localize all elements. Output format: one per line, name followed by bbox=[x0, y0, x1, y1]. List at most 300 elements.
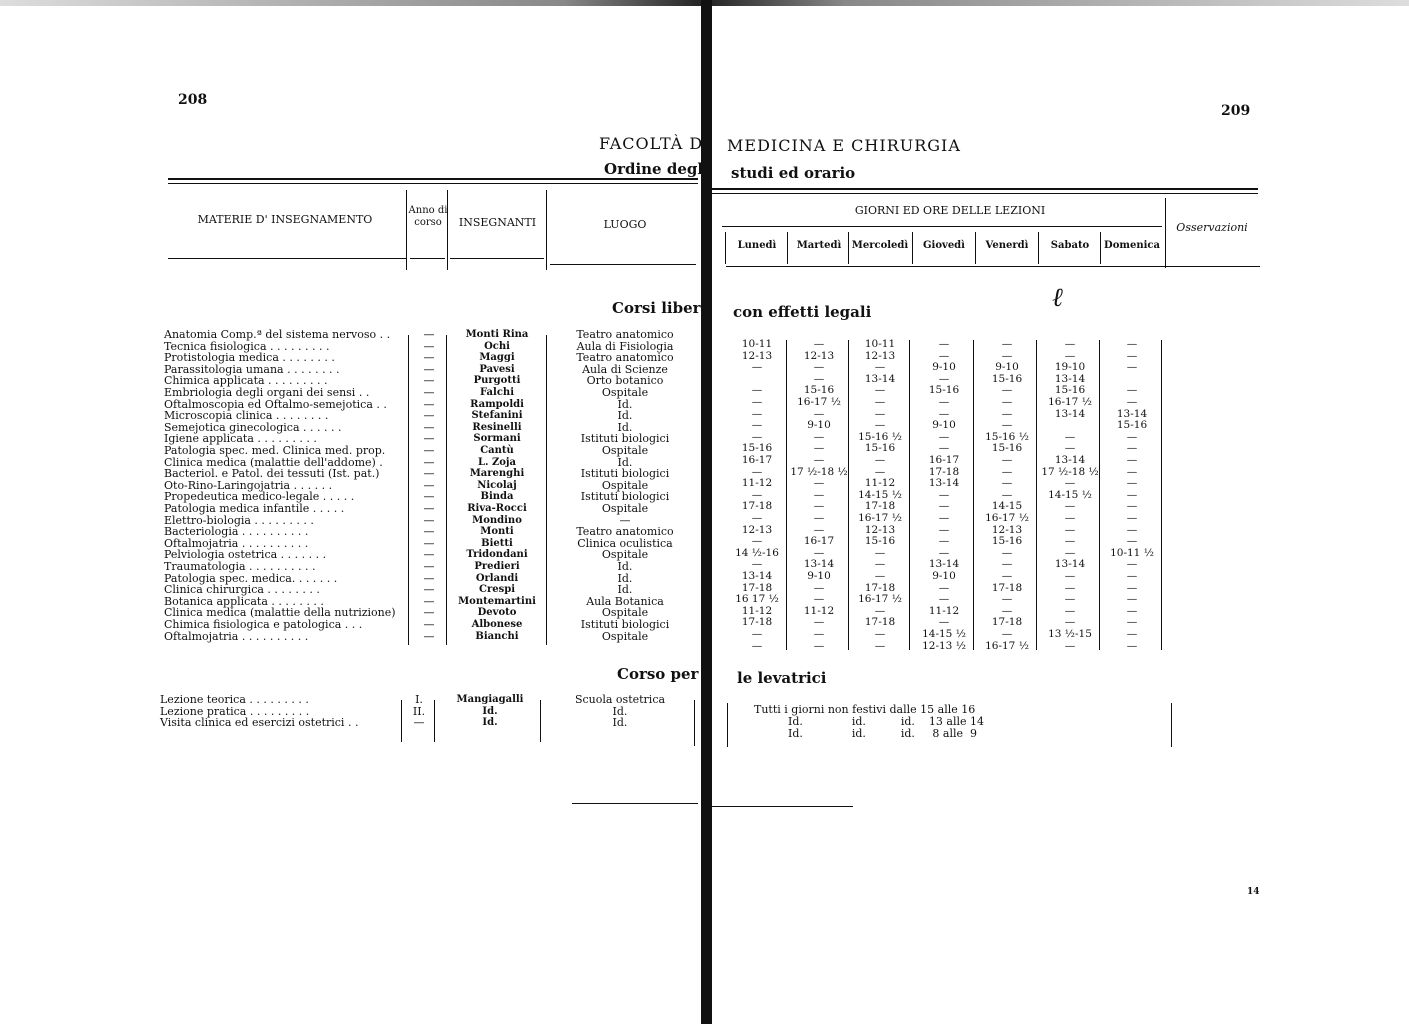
day-header-sep bbox=[975, 232, 976, 264]
schedule-cell: 11-12 bbox=[803, 604, 835, 617]
schedule-cell: — bbox=[874, 546, 886, 559]
course-place: Ospitale bbox=[601, 444, 649, 457]
schedule-cell: — bbox=[1126, 454, 1138, 466]
course-subject: Protistologia medica . . . . . . . . bbox=[164, 351, 335, 365]
course-place: Id. bbox=[617, 409, 633, 423]
section-effetti-legali: con effetti legali bbox=[733, 303, 872, 321]
course-teacher: Bietti bbox=[481, 537, 513, 549]
schedule-cell: — bbox=[1064, 639, 1076, 652]
course-subject: Clinica chirurgica . . . . . . . . bbox=[164, 583, 320, 597]
schedule-cell: — bbox=[751, 512, 763, 524]
course-teacher: Devoto bbox=[477, 607, 517, 619]
schedule-cell: — bbox=[938, 546, 950, 559]
schedule-cell: 15-16 bbox=[991, 372, 1023, 385]
schedule-cell: 12-13 bbox=[741, 349, 773, 362]
schedule-cell: — bbox=[751, 419, 763, 432]
course-place: Teatro anatomico bbox=[576, 328, 674, 341]
course-year: — bbox=[423, 513, 435, 527]
schedule-cell: 9-10 bbox=[995, 361, 1019, 374]
schedule-cell: 13-14 bbox=[803, 558, 835, 571]
course-subject: Patologia spec. med. Clinica med. prop. bbox=[164, 444, 386, 457]
osservazioni-sep bbox=[1165, 198, 1166, 268]
lev-place: Id. bbox=[612, 704, 628, 718]
course-year: — bbox=[423, 444, 435, 457]
schedule-cell: — bbox=[813, 593, 825, 606]
schedule-cell: — bbox=[1126, 535, 1138, 548]
lev-teacher: Id. bbox=[482, 705, 498, 717]
course-place: Istituti biologici bbox=[580, 490, 670, 504]
course-year: — bbox=[423, 490, 435, 504]
course-place: Ospitale bbox=[601, 606, 649, 620]
lev-year: I. bbox=[415, 693, 423, 706]
course-year: — bbox=[423, 374, 435, 388]
header-materie: MATERIE D' INSEGNAMENTO bbox=[197, 213, 373, 226]
schedule-cell: — bbox=[813, 500, 825, 513]
course-subject: Chimica applicata . . . . . . . . . bbox=[164, 374, 328, 388]
left-page-number: 208 bbox=[178, 92, 208, 108]
schedule-cell: — bbox=[1001, 465, 1013, 478]
schedule-cell: — bbox=[813, 523, 825, 536]
schedule-cell: 10-11 bbox=[864, 338, 896, 350]
schedule-cell: — bbox=[938, 442, 950, 455]
course-teacher: Marenghi bbox=[469, 468, 525, 480]
schedule-cell: — bbox=[751, 535, 763, 548]
lev-teacher: Id. bbox=[482, 717, 498, 729]
day-header: Giovedì bbox=[923, 240, 965, 251]
course-teacher: Predieri bbox=[474, 561, 520, 572]
day-header: Martedì bbox=[796, 240, 842, 251]
course-teacher: Falchi bbox=[480, 387, 514, 398]
course-teacher: Cantù bbox=[480, 445, 514, 456]
schedule-cell: 14-15 bbox=[991, 500, 1023, 513]
schedule-cell: 13-14 bbox=[1054, 558, 1086, 571]
schedule-cell: — bbox=[1126, 558, 1138, 571]
left-bottom-rule bbox=[572, 803, 698, 804]
schedule-cell: 12-13 bbox=[741, 523, 773, 536]
schedule-cell: 14-15 ½ bbox=[858, 488, 902, 501]
course-place: Ospitale bbox=[601, 502, 649, 515]
schedule-cell: 16-17 ½ bbox=[797, 396, 841, 408]
hdr-sep-1 bbox=[406, 190, 407, 270]
schedule-cell: 19-10 bbox=[1054, 361, 1086, 374]
schedule-cell: — bbox=[813, 430, 825, 443]
schedule-cell: — bbox=[1001, 628, 1013, 640]
schedule-cell: 15-16 bbox=[928, 384, 960, 397]
course-year: — bbox=[423, 467, 435, 481]
course-place: Teatro anatomico bbox=[576, 525, 674, 539]
lev-subject: Lezione pratica . . . . . . . . . bbox=[160, 704, 310, 718]
schedule-cell: — bbox=[813, 488, 825, 501]
schedule-cell: — bbox=[1001, 384, 1013, 397]
schedule-cell: 17 ½-18 ½ bbox=[790, 465, 848, 478]
schedule-cell: — bbox=[751, 639, 763, 652]
lev-year: II. bbox=[412, 704, 426, 718]
schedule-cell: — bbox=[1126, 604, 1138, 617]
schedule-cell: — bbox=[751, 361, 763, 374]
lev-right-sep-2 bbox=[1171, 703, 1172, 747]
course-subject: Pelviologia ostetrica . . . . . . . bbox=[164, 548, 327, 562]
course-teacher: Ochi bbox=[484, 340, 510, 352]
left-rule-top bbox=[168, 178, 698, 180]
course-subject: Semejotica ginecologica . . . . . . bbox=[164, 420, 342, 434]
schedule-cell: — bbox=[1001, 419, 1013, 432]
schedule-cell: 17-18 bbox=[864, 581, 896, 594]
right-title: MEDICINA E CHIRURGIA bbox=[727, 136, 961, 155]
schedule-cell: — bbox=[751, 384, 763, 397]
schedule-cell: — bbox=[1064, 593, 1076, 606]
schedule-cell: — bbox=[1126, 396, 1138, 408]
course-year: — bbox=[423, 362, 435, 376]
schedule-cell: 15-16 ½ bbox=[985, 430, 1029, 443]
day-header-sep bbox=[725, 232, 726, 264]
course-subject: Oftalmojatria . . . . . . . . . . bbox=[164, 536, 309, 550]
schedule-cell: 17-18 bbox=[864, 500, 896, 513]
schedule-cell: 11-12 bbox=[864, 477, 896, 490]
schedule-cell: 13-14 bbox=[1054, 454, 1086, 466]
schedule-cell: — bbox=[1126, 639, 1138, 652]
schedule-cell: 16-17 ½ bbox=[985, 512, 1029, 524]
schedule-cell: — bbox=[1001, 454, 1013, 466]
schedule-cell: 12-13 bbox=[991, 523, 1023, 536]
levatrici-line-1: Tutti i giorni non festivi dalle 15 alle 16 bbox=[754, 703, 976, 716]
hdr-underline-2 bbox=[410, 258, 445, 259]
course-place: Istituti biologici bbox=[580, 432, 670, 446]
lev-sep-4 bbox=[694, 700, 695, 746]
course-place: Ospitale bbox=[601, 478, 649, 492]
course-teacher: Purgotti bbox=[473, 375, 521, 387]
schedule-cell: — bbox=[938, 523, 950, 536]
course-year: — bbox=[423, 548, 435, 562]
schedule-cell: — bbox=[1126, 477, 1138, 490]
course-subject: Patologia medica infantile . . . . . bbox=[164, 502, 345, 515]
course-year: — bbox=[423, 432, 435, 446]
schedule-cell: — bbox=[938, 338, 950, 350]
schedule-cell: — bbox=[1126, 512, 1138, 524]
section-corsi-liberi: Corsi liberi bbox=[612, 299, 707, 317]
day-header: Venerdì bbox=[985, 240, 1029, 251]
schedule-cell: — bbox=[751, 407, 763, 420]
header-anno: Anno di corso bbox=[408, 205, 448, 228]
schedule-cell: — bbox=[1001, 407, 1013, 420]
hdr-sep-3 bbox=[546, 190, 547, 270]
schedule-cell: 9-10 bbox=[932, 419, 956, 432]
schedule-cell: — bbox=[874, 419, 886, 432]
left-rule-top2 bbox=[168, 183, 698, 184]
course-subject: Clinica medica (malattie dell'addome) . bbox=[164, 455, 383, 469]
schedule-cell: 17-18 bbox=[991, 581, 1023, 594]
schedule-cell: — bbox=[1126, 570, 1138, 582]
course-subject: Elettro-biologia . . . . . . . . . bbox=[164, 513, 314, 527]
lev-year: — bbox=[413, 716, 425, 730]
course-teacher: Monti bbox=[480, 526, 514, 538]
schedule-cell: 9-10 bbox=[932, 361, 956, 374]
right-page-number: 209 bbox=[1221, 103, 1251, 119]
schedule-cell: 13-14 bbox=[928, 477, 960, 490]
lev-sep-2 bbox=[434, 700, 435, 742]
schedule-cell: — bbox=[813, 338, 825, 350]
schedule-cell: 17-18 bbox=[741, 581, 773, 594]
schedule-cell: 9-10 bbox=[807, 419, 831, 432]
right-rule-top bbox=[712, 188, 1258, 190]
course-teacher: Stefanini bbox=[471, 410, 523, 422]
schedule-cell: 13-14 bbox=[864, 372, 896, 385]
schedule-cell: — bbox=[1064, 604, 1076, 617]
course-place: Aula di Fisiologia bbox=[576, 339, 674, 353]
section-levatrici: le levatrici bbox=[737, 669, 827, 687]
course-subject: Propedeutica medico-legale . . . . . bbox=[164, 490, 355, 504]
schedule-cell: — bbox=[938, 407, 950, 420]
schedule-cell: 13 ½-15 bbox=[1048, 628, 1092, 640]
schedule-cell: 11-12 bbox=[928, 604, 960, 617]
body-sep-2 bbox=[446, 335, 447, 645]
levatrici-line-3: Id. id. id. 8 alle 9 bbox=[788, 727, 977, 740]
day-header-sep bbox=[848, 232, 849, 264]
hdr-underline-1 bbox=[168, 258, 406, 259]
course-subject: Embriologia degli organi dei sensi . . bbox=[164, 386, 370, 399]
day-header: Sabato bbox=[1050, 240, 1090, 251]
schedule-cell: — bbox=[813, 639, 825, 652]
course-year: — bbox=[423, 386, 435, 399]
schedule-cell: — bbox=[874, 558, 886, 571]
schedule-cell: — bbox=[874, 396, 886, 408]
course-place: Clinica oculistica bbox=[577, 536, 673, 550]
course-year: — bbox=[423, 420, 435, 434]
course-place: Istituti biologici bbox=[580, 467, 670, 481]
course-place: Id. bbox=[617, 455, 633, 469]
schedule-cell: — bbox=[1064, 442, 1076, 455]
course-place: Id. bbox=[617, 583, 633, 597]
course-subject: Igiene applicata . . . . . . . . . bbox=[164, 432, 317, 446]
schedule-cell: — bbox=[1001, 558, 1013, 571]
schedule-cell: 15-16 bbox=[741, 442, 773, 455]
schedule-cell: — bbox=[1064, 477, 1076, 490]
schedule-cell: 15-16 bbox=[991, 535, 1023, 548]
schedule-cell: — bbox=[1126, 523, 1138, 536]
schedule-cell: 13-14 bbox=[1054, 407, 1086, 420]
course-year: — bbox=[423, 571, 435, 585]
schedule-cell: — bbox=[751, 488, 763, 501]
schedule-cell: — bbox=[1064, 349, 1076, 362]
course-year: — bbox=[423, 525, 435, 539]
schedule-cell: — bbox=[813, 628, 825, 640]
schedule-cell: 15-16 bbox=[864, 535, 896, 548]
giorni-underline bbox=[722, 226, 1162, 227]
course-year: — bbox=[423, 629, 435, 643]
course-subject: Anatomia Comp.ª del sistema nervoso . . bbox=[164, 328, 391, 341]
course-place: Istituti biologici bbox=[580, 618, 670, 631]
schedule-cell: — bbox=[1064, 535, 1076, 548]
schedule-cell: 16-17 bbox=[928, 454, 960, 466]
schedule-cell: 12-13 bbox=[864, 523, 896, 536]
schedule-cell: 9-10 bbox=[807, 570, 831, 582]
schedule-cell: — bbox=[938, 488, 950, 501]
schedule-cell: — bbox=[813, 477, 825, 490]
course-teacher: Binda bbox=[480, 491, 514, 503]
course-teacher: Albonese bbox=[471, 619, 523, 630]
day-header: Lunedì bbox=[737, 240, 777, 251]
schedule-cell: 17-18 bbox=[928, 465, 960, 478]
schedule-cell: — bbox=[1001, 338, 1013, 350]
schedule-cell: — bbox=[813, 546, 825, 559]
day-header-sep bbox=[1038, 232, 1039, 264]
schedule-cell: — bbox=[1126, 442, 1138, 455]
schedule-cell: — bbox=[938, 349, 950, 362]
schedule-cell: 13-14 bbox=[741, 570, 773, 582]
schedule-cell: — bbox=[813, 442, 825, 455]
hdr-underline-4 bbox=[550, 264, 696, 265]
schedule-cell: — bbox=[1064, 570, 1076, 582]
schedule-cell: 9-10 bbox=[932, 570, 956, 582]
course-subject: Parassitologia umana . . . . . . . . bbox=[164, 362, 340, 376]
schedule-cell: 15-16 bbox=[803, 384, 835, 397]
schedule-cell: — bbox=[1064, 523, 1076, 536]
course-teacher: Orlandi bbox=[475, 572, 519, 584]
schedule-cell: 14-15 ½ bbox=[1048, 488, 1092, 501]
schedule-cell: — bbox=[1064, 546, 1076, 559]
schedule-cell: — bbox=[813, 407, 825, 420]
schedule-cell: 17-18 bbox=[864, 616, 896, 629]
course-place: Ospitale bbox=[601, 629, 649, 643]
schedule-cell: — bbox=[938, 593, 950, 606]
course-year: — bbox=[423, 409, 435, 423]
schedule-cell: — bbox=[1064, 581, 1076, 594]
schedule-cell: 17 ½-18 ½ bbox=[1041, 465, 1099, 478]
course-subject: Bacteriol. e Patol. dei tessuti (Ist. pat.) bbox=[164, 467, 380, 481]
body-sep-1 bbox=[408, 335, 409, 645]
hdr-sep-2 bbox=[447, 190, 448, 270]
schedule-cell: 15-16 bbox=[991, 442, 1023, 455]
schedule-cell: — bbox=[1001, 570, 1013, 582]
course-teacher: Mondino bbox=[472, 514, 522, 526]
course-year: — bbox=[423, 455, 435, 469]
schedule-cell: 13-14 bbox=[1116, 407, 1148, 420]
schedule-cell: 16-17 bbox=[741, 454, 773, 466]
right-bottom-rule bbox=[712, 806, 853, 807]
course-subject: Tecnica fisiologica . . . . . . . . . bbox=[164, 339, 330, 353]
schedule-cell: — bbox=[1126, 430, 1138, 443]
schedule-cell: — bbox=[938, 500, 950, 513]
schedule-cell: — bbox=[813, 361, 825, 374]
schedule-cell: 14-15 ½ bbox=[922, 628, 966, 640]
schedule-cell: — bbox=[938, 616, 950, 629]
course-teacher: Tridondani bbox=[466, 549, 528, 561]
header-giorni: GIORNI ED ORE DELLE LEZIONI bbox=[854, 204, 1046, 217]
schedule-cell: — bbox=[813, 372, 825, 385]
course-teacher: Crespi bbox=[478, 584, 515, 596]
day-header: Domenica bbox=[1104, 240, 1160, 251]
schedule-cell: — bbox=[813, 512, 825, 524]
schedule-cell: — bbox=[751, 396, 763, 408]
schedule-cell: 13-14 bbox=[928, 558, 960, 571]
course-subject: Bacteriologia . . . . . . . . . . bbox=[164, 525, 309, 539]
course-year: — bbox=[423, 351, 435, 365]
day-header-sep bbox=[787, 232, 788, 264]
lev-subject: Lezione teorica . . . . . . . . . bbox=[160, 693, 309, 706]
schedule-cell: — bbox=[874, 384, 886, 397]
course-subject: Oto-Rino-Laringojatria . . . . . . bbox=[164, 478, 333, 492]
schedule-cell: — bbox=[1064, 616, 1076, 629]
course-place: — bbox=[619, 513, 631, 527]
schedule-cell: 10-11 bbox=[741, 338, 773, 350]
header-osservazioni: Osservazioni bbox=[1176, 221, 1248, 234]
schedule-cell: — bbox=[874, 407, 886, 420]
hdr-underline-3 bbox=[450, 258, 544, 259]
schedule-cell: — bbox=[1001, 593, 1013, 606]
right-rule-top2 bbox=[712, 193, 1258, 194]
schedule-cell: — bbox=[938, 581, 950, 594]
schedule-cell: 16 17 ½ bbox=[735, 593, 779, 606]
schedule-cell: 12-13 bbox=[864, 349, 896, 362]
schedule-cell: — bbox=[1064, 338, 1076, 350]
course-subject: Patologia spec. medica. . . . . . . bbox=[164, 571, 338, 585]
schedule-cell: — bbox=[1126, 465, 1138, 478]
schedule-cell: — bbox=[1126, 616, 1138, 629]
course-teacher: Bianchi bbox=[475, 630, 519, 642]
schedule-cell: 14 ½-16 bbox=[735, 546, 779, 559]
schedule-cell: 15-16 bbox=[864, 442, 896, 455]
schedule-cell: — bbox=[1001, 604, 1013, 617]
schedule-cell: 17-18 bbox=[741, 616, 773, 629]
course-year: — bbox=[423, 502, 435, 515]
course-place: Id. bbox=[617, 571, 633, 585]
schedule-cell: — bbox=[1126, 500, 1138, 513]
schedule-cell: — bbox=[1126, 361, 1138, 374]
course-place: Orto botanico bbox=[586, 374, 664, 388]
course-place: Ospitale bbox=[601, 386, 649, 399]
left-title: FACOLTÀ DI bbox=[599, 134, 711, 153]
schedule-cell: — bbox=[1126, 338, 1138, 350]
course-year: — bbox=[423, 339, 435, 353]
schedule-cell: — bbox=[938, 430, 950, 443]
schedule-cell: — bbox=[1126, 384, 1138, 397]
schedule-cell: 15-16 bbox=[1116, 419, 1148, 432]
course-teacher: Riva-Rocci bbox=[467, 503, 527, 514]
schedule-cell: — bbox=[1001, 477, 1013, 490]
body-sep-3 bbox=[546, 335, 547, 645]
course-place: Id. bbox=[617, 420, 633, 434]
lev-teacher: Mangiagalli bbox=[456, 694, 524, 705]
course-subject: Clinica medica (malattie della nutrizione) bbox=[164, 606, 396, 620]
schedule-cell: — bbox=[1001, 488, 1013, 501]
schedule-cell: — bbox=[751, 465, 763, 478]
schedule-cell: 11-12 bbox=[741, 477, 773, 490]
course-subject: Microscopia clinica . . . . . . . . bbox=[164, 409, 329, 423]
course-teacher: Maggi bbox=[479, 352, 515, 364]
course-teacher: Montemartini bbox=[458, 595, 536, 607]
schedule-cell: — bbox=[1126, 349, 1138, 362]
schedule-cell: — bbox=[938, 396, 950, 408]
schedule-cell: — bbox=[874, 628, 886, 640]
schedule-cell: — bbox=[1001, 546, 1013, 559]
course-teacher: Pavesi bbox=[479, 363, 515, 375]
course-place: Teatro anatomico bbox=[576, 351, 674, 365]
course-subject: Traumatologia . . . . . . . . . . bbox=[164, 560, 316, 573]
day-header-sep bbox=[912, 232, 913, 264]
course-year: — bbox=[423, 560, 435, 573]
course-place: Aula Botanica bbox=[586, 594, 664, 608]
schedule-cell: — bbox=[813, 581, 825, 594]
schedule-cell: — bbox=[1126, 593, 1138, 606]
schedule-cell: — bbox=[874, 604, 886, 617]
day-header: Mercoledì bbox=[851, 240, 909, 251]
schedule-cell: — bbox=[874, 361, 886, 374]
schedule-cell: — bbox=[874, 454, 886, 466]
course-year: — bbox=[423, 583, 435, 597]
schedule-cell: — bbox=[1126, 581, 1138, 594]
course-teacher: L. Zoja bbox=[477, 456, 517, 468]
course-subject: Oftalmoscopia ed Oftalmo-semejotica . . bbox=[164, 397, 387, 411]
schedule-cell: 17-18 bbox=[991, 616, 1023, 629]
